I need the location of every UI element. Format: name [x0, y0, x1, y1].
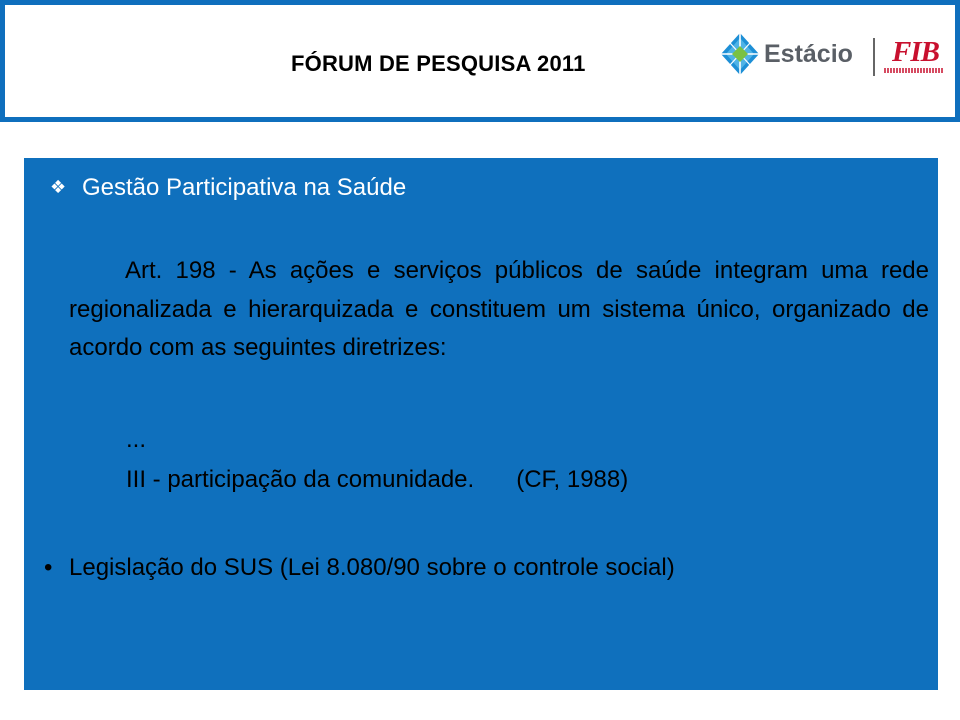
- bullet-dot-icon: •: [44, 554, 53, 581]
- diamond-bullet-icon: ❖: [50, 177, 67, 197]
- header-title: FÓRUM DE PESQUISA 2011: [291, 51, 586, 76]
- fib-logo-text: FIB: [892, 36, 939, 68]
- inciso-line: [126, 466, 628, 494]
- logo-divider: [873, 38, 875, 76]
- bullet-item-text: Legislação do SUS (Lei 8.080/90 sobre o controle social): [69, 554, 675, 581]
- estacio-logo: [720, 30, 870, 80]
- section-heading-text: Gestão Participativa na Saúde: [82, 174, 407, 201]
- fib-logo: [880, 36, 948, 78]
- article-text: Art. 198 - As ações e serviços públicos de saúde integram uma rede regionalizada e hierarquizada e constituem um sistema único, organizado de acordo com as seguintes diretrizes:: [69, 257, 929, 361]
- bullet-item: [44, 554, 675, 582]
- ellipsis-line: ...: [126, 426, 147, 453]
- estacio-diamond-icon: [720, 32, 760, 76]
- section-heading: [50, 174, 406, 202]
- citation-text: (CF, 1988): [516, 466, 629, 493]
- inciso-text: III - participação da comunidade.: [126, 466, 475, 493]
- estacio-logo-text: Estácio: [764, 40, 853, 68]
- content-panel: [24, 158, 938, 690]
- fib-logo-subtitle-stripe: [884, 68, 944, 73]
